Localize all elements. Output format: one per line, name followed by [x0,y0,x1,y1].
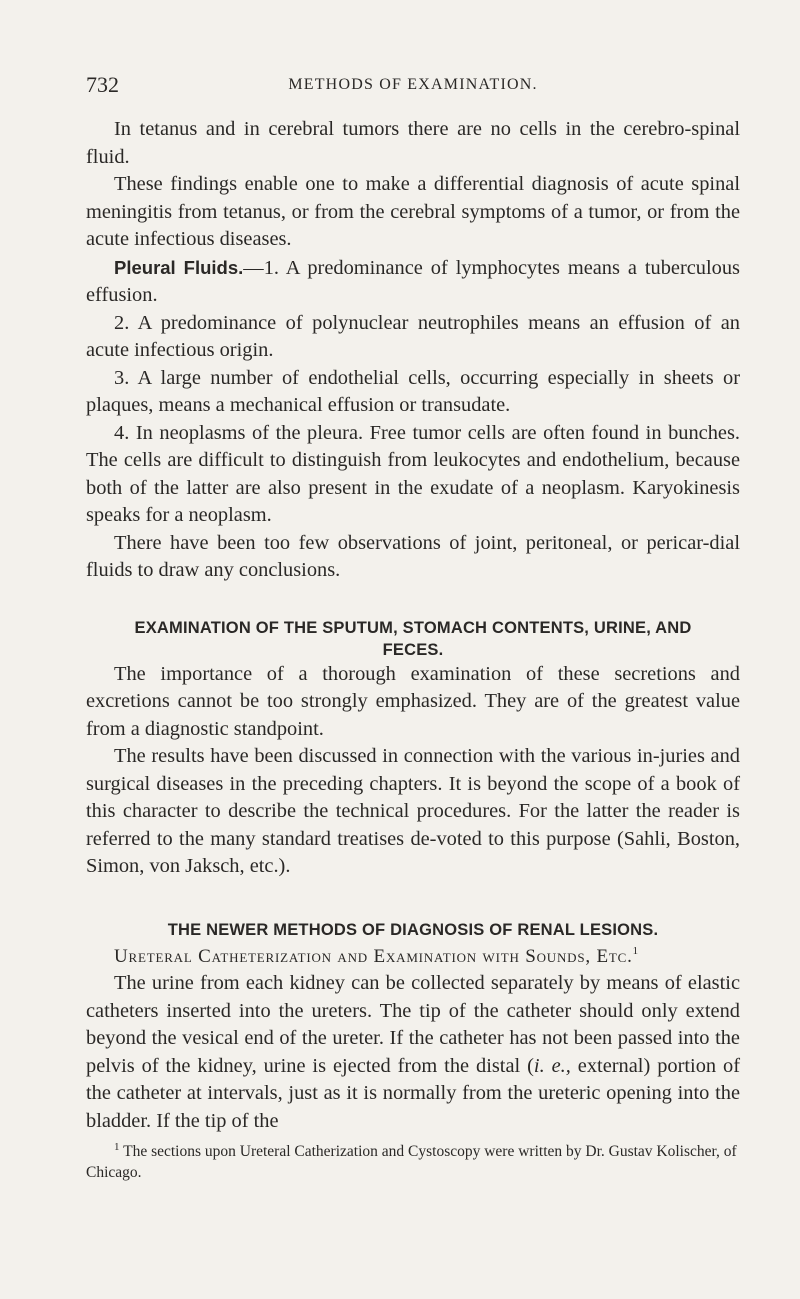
section-spacer [86,881,740,919]
inline-heading: Pleural Fluids. [114,256,244,278]
paragraph: In tetanus and in cerebral tumors there are no cells in the cerebro-spinal fluid. [86,118,740,168]
section-heading [86,617,740,661]
book-page [86,70,740,1183]
running-head: METHODS OF EXAMINATION. [288,76,538,93]
paragraph-text: The urine from each kidney can be collected separately by means of elastic catheters inserted into the ureters. The tip of the catheter should only extend beyond the vesical end of the ureter. If the catheter has not been passed into the pelvis of the kidney, urine is ejected from the distal ( [86,972,740,1077]
subheading [86,943,740,971]
paragraph [86,970,740,1135]
paragraph-text: external) portion of the catheter at intervals, just as it is normally from the ureteric opening into the bladder. If the tip of the [86,1054,741,1132]
footnote-text: The sections upon Ureteral Catherization and Cystoscopy were written by Dr. Gustav Kolischer, of Chicago. [86,1143,737,1181]
italic-text: i. e., [533,1054,571,1077]
paragraph: 3. A large number of endothelial cells, occurring especially in sheets or plaques, means a mechanical effusion or transudate. [86,366,740,416]
paragraph-text: —1. A predominance of lymphocytes means a tuberculous effusion. [86,256,740,306]
paragraph [86,254,740,310]
page-number: 732 [86,72,119,97]
footnote-ref[interactable]: 1 [632,944,639,957]
paragraph: These findings enable one to make a differential diagnosis of acute spinal meningitis from tetanus, or from the cerebral symptoms of a tumor, or from the acute infectious diseases. [86,173,740,250]
footnote [86,1141,740,1183]
section-heading-line: EXAMINATION OF THE SPUTUM, STOMACH CONTENTS, URINE, AND [134,618,692,637]
paragraph: 4. In neoplasms of the pleura. Free tumor cells are often found in bunches. The cells are difficult to distinguish from leukocytes and endothelium, because both of the latter are also present in the exudate of a neoplasm. Karyokinesis speaks for a neoplasm. [86,421,740,526]
paragraph: The results have been discussed in connection with the various in-juries and surgical diseases in the preceding chapters. It is beyond the scope of a book of this character to describe the technical procedures. For the latter the reader is referred to the many standard treatises de-voted to this purpose (Sahli, Boston, Simon, von Jaksch, etc.). [86,745,740,877]
subheading-text: Ureteral Catheterization and Examination with Sounds, Etc. [114,945,633,967]
page-header [86,70,740,100]
section-heading: THE NEWER METHODS OF DIAGNOSIS OF RENAL LESIONS. [167,920,659,939]
section-heading-line: FECES. [382,640,444,659]
section-spacer [86,585,740,617]
paragraph: 2. A predominance of polynuclear neutrophiles means an effusion of an acute infectious origin. [86,311,740,361]
footnote-mark: 1 [114,1140,120,1153]
paragraph: The importance of a thorough examination of these secretions and excretions cannot be too strongly emphasized. They are of the greatest value from a diagnostic standpoint. [86,662,740,740]
paragraph: There have been too few observations of joint, peritoneal, or pericar-dial fluids to draw any conclusions. [86,531,740,581]
